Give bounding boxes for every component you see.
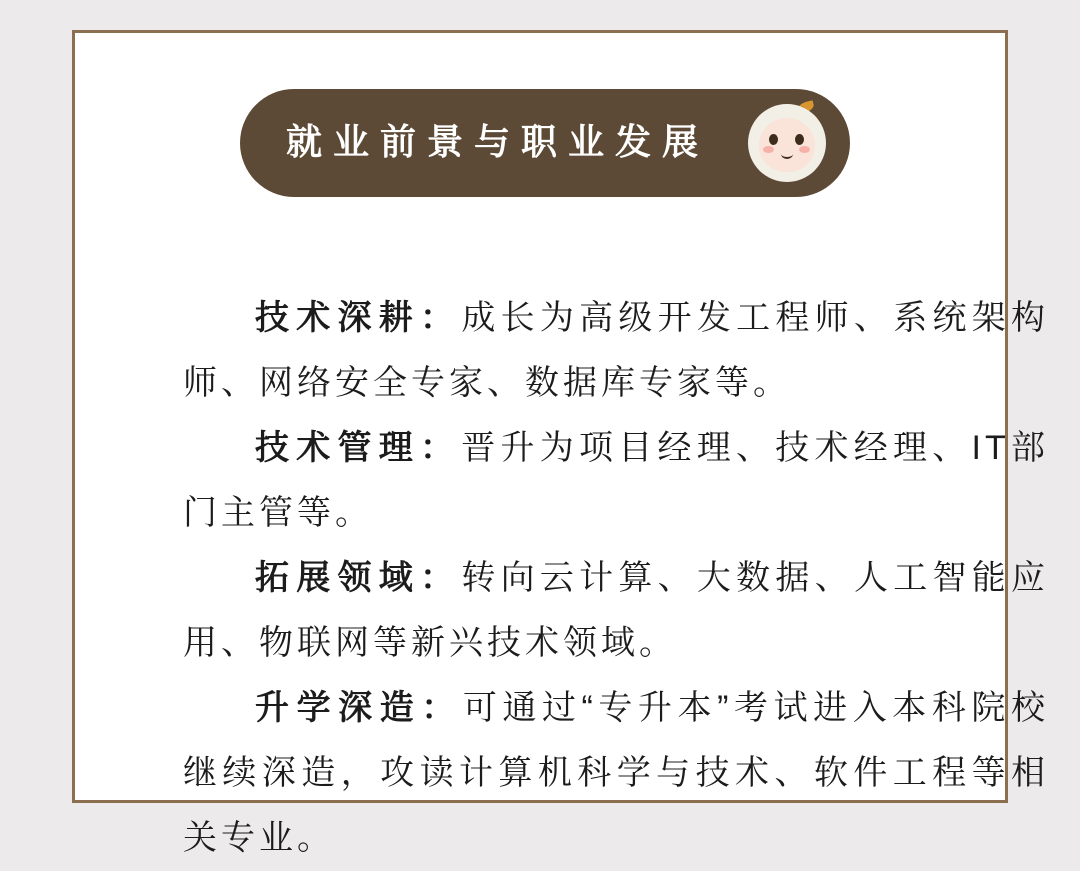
paragraph-3 [183, 546, 1049, 676]
paragraph-4-text: 可通过“专升本”考试进入本科院校继续深造，攻读计算机科学与技术、软件工程等相关专业。 [183, 689, 1049, 857]
paragraph-4-lead: 升学深造： [255, 689, 463, 727]
sprout-baby-mascot-icon [748, 104, 826, 182]
paragraph-3-text: 转向云计算、大数据、人工智能应用、物联网等新兴技术领域。 [183, 559, 1050, 662]
paragraph-1 [183, 286, 1049, 416]
face-shape [759, 118, 815, 172]
eye-left [769, 134, 778, 145]
paragraph-1-lead: 技术深耕： [255, 299, 462, 337]
paragraph-4 [183, 676, 1049, 871]
paragraph-2-text: 晋升为项目经理、技术经理、IT部门主管等。 [183, 429, 1050, 532]
paragraph-2-lead: 技术管理： [255, 429, 462, 467]
paragraph-3-lead: 拓展领域： [255, 559, 462, 597]
content-card [72, 30, 1050, 857]
paragraph-2 [183, 416, 1049, 546]
blush-left [763, 146, 774, 153]
page-title: 就业前景与职业发展 [286, 121, 710, 162]
mouth-shape [781, 149, 793, 159]
eye-right [795, 134, 804, 145]
blush-right [799, 146, 810, 153]
paragraph-1-text: 成长为高级开发工程师、系统架构师、网络安全专家、数据库专家等。 [183, 299, 1050, 402]
section-title-banner [240, 89, 850, 197]
body-text [183, 286, 1049, 871]
